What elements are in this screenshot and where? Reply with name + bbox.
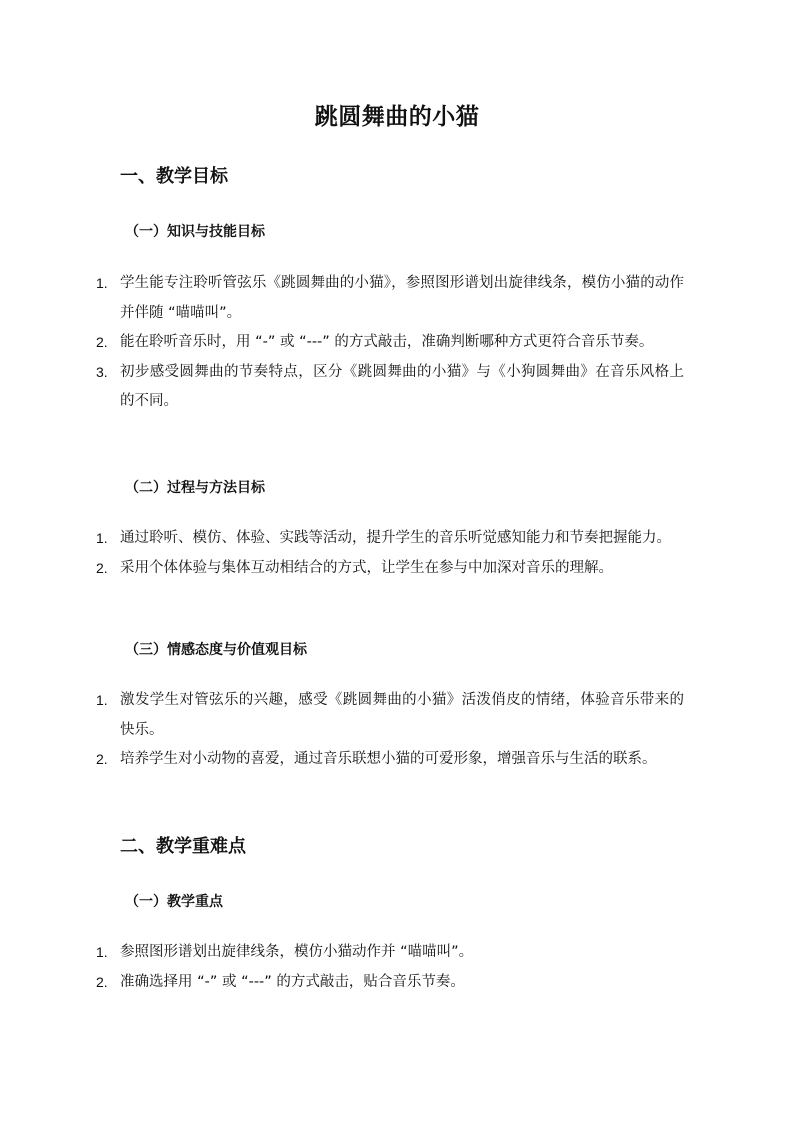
list-item-text: 采用个体体验与集体互动相结合的方式，让学生在参与中加深对音乐的理解。 xyxy=(120,559,613,576)
emotion-values-list xyxy=(94,686,684,775)
knowledge-skills-list xyxy=(94,269,684,417)
list-item-text: 初步感受圆舞曲的节奏特点，区分《跳圆舞曲的小猫》与《小狗圆舞曲》在音乐风格上的不同。 xyxy=(120,363,684,409)
subsection-heading-process-method: （二）过程与方法目标 xyxy=(125,480,265,496)
subsection-heading-knowledge-skills: （一）知识与技能目标 xyxy=(125,224,265,240)
section-heading-teaching-goals: 一、教学目标 xyxy=(120,166,228,187)
list-number: 1. xyxy=(96,530,108,546)
key-points-list xyxy=(94,938,684,997)
list-item xyxy=(94,745,684,775)
list-item xyxy=(94,269,684,328)
list-number: 2. xyxy=(96,559,108,576)
list-item-text: 准确选择用 “-” 或 “---” 的方式敲击，贴合音乐节奏。 xyxy=(120,973,465,990)
list-item-text: 激发学生对管弦乐的兴趣，感受《跳圆舞曲的小猫》活泼俏皮的情绪，体验音乐带来的快乐。 xyxy=(120,692,684,738)
list-item-text: 能在聆听音乐时，用 “-” 或 “---” 的方式敲击，准确判断哪种方式更符合音乐节奏。 xyxy=(120,334,654,350)
list-item xyxy=(94,524,684,554)
subsection-heading-key-points: （一）教学重点 xyxy=(125,894,223,910)
list-item xyxy=(94,938,684,968)
list-item xyxy=(94,686,684,745)
list-item xyxy=(94,328,684,358)
list-number: 2. xyxy=(96,751,108,767)
subsection-heading-emotion-values: （三）情感态度与价值观目标 xyxy=(125,642,307,658)
list-number: 2. xyxy=(96,973,108,990)
list-number: 3. xyxy=(96,363,108,380)
list-item-text: 参照图形谱划出旋律线条，模仿小猫动作并 “喵喵叫”。 xyxy=(120,944,474,960)
list-item xyxy=(94,968,684,998)
list-item-text: 通过聆听、模仿、体验、实践等活动，提升学生的音乐听觉感知能力和节奏把握能力。 xyxy=(120,530,671,546)
process-method-list xyxy=(94,524,684,583)
document-title: 跳圆舞曲的小猫 xyxy=(314,104,480,130)
list-number: 1. xyxy=(96,275,108,291)
list-number: 1. xyxy=(96,944,108,960)
section-heading-key-difficult-points: 二、教学重难点 xyxy=(120,836,246,857)
list-item-text: 学生能专注聆听管弦乐《跳圆舞曲的小猫》，参照图形谱划出旋律线条，模仿小猫的动作并伴随 “喵喵叫”。 xyxy=(120,275,684,321)
list-item xyxy=(94,554,684,584)
list-item xyxy=(94,358,684,417)
list-item-text: 培养学生对小动物的喜爱，通过音乐联想小猫的可爱形象，增强音乐与生活的联系。 xyxy=(120,751,657,767)
list-number: 2. xyxy=(96,334,108,350)
list-number: 1. xyxy=(96,692,108,708)
